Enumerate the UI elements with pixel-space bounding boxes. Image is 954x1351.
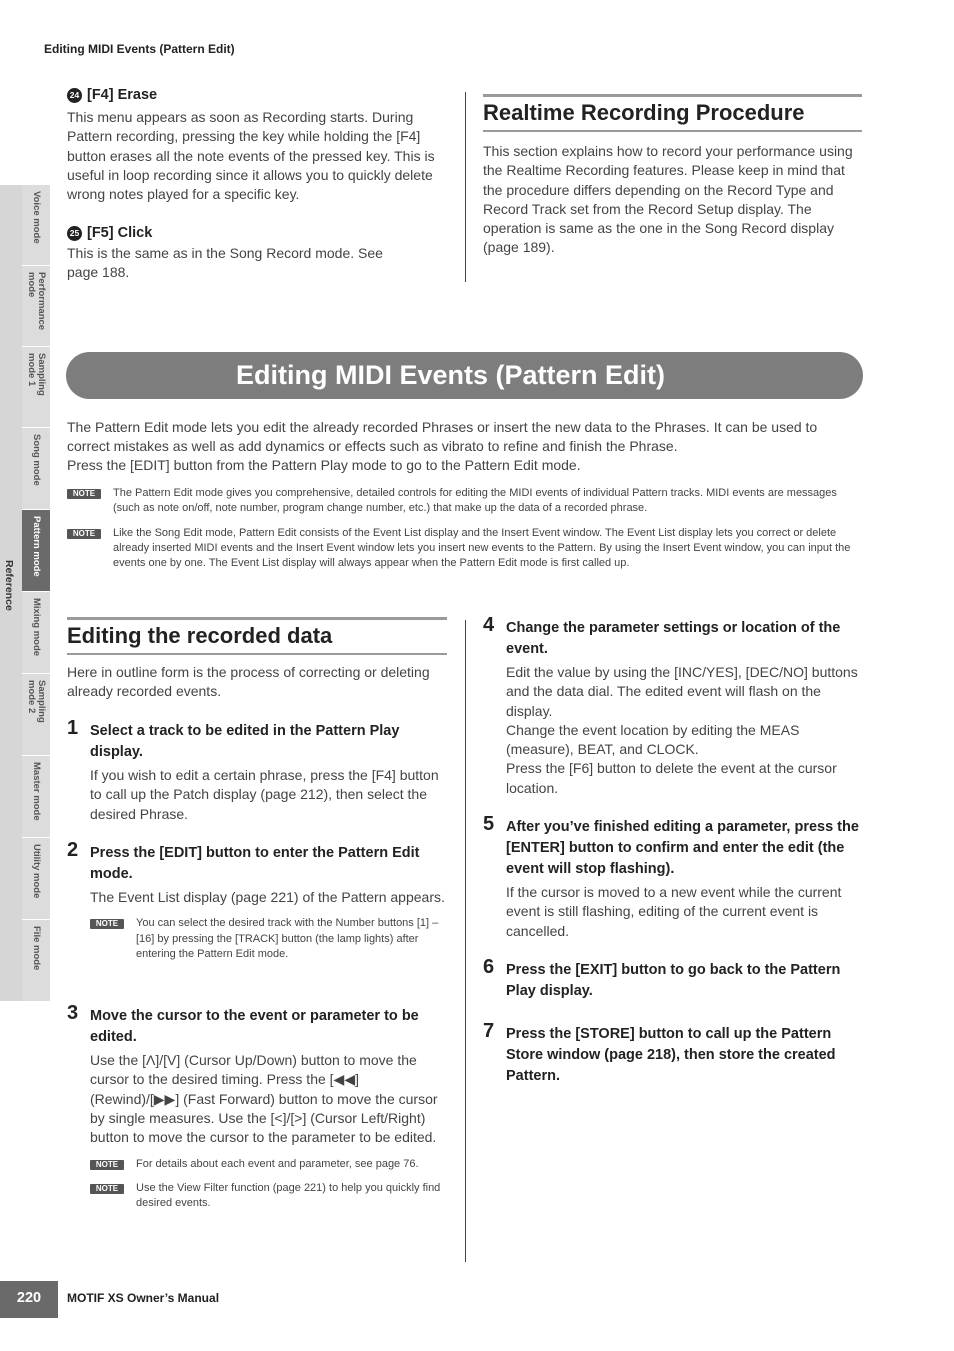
running-header: Editing MIDI Events (Pattern Edit)	[44, 42, 235, 56]
tab-mixing-mode[interactable]: Mixing mode	[22, 592, 50, 674]
step-2	[67, 839, 447, 962]
note-icon: NOTE	[90, 919, 124, 929]
step-number: 2	[67, 839, 79, 861]
tab-song-mode[interactable]: Song mode	[22, 428, 50, 510]
step-number: 3	[67, 1002, 79, 1024]
note-icon: NOTE	[90, 1160, 124, 1170]
realtime-body: This section explains how to record your performance using the Realtime Recording features. Please keep in mind that the procedure differs depending on the Record Type and Record Track set from the Record Setup display. The operation is same as the one in the Song Record display (page 189).	[483, 143, 853, 256]
f5-body: This is the same as in the Song Record mode. See page 188.	[67, 245, 383, 281]
circled-number-24: 24	[67, 88, 82, 103]
step-number: 4	[483, 614, 495, 636]
step-title: Press the [STORE] button to call up the Pattern Store window (page 218), then store the created Pattern.	[506, 1026, 836, 1084]
f4-heading: 24 [F4] Erase	[67, 87, 447, 103]
manual-title: MOTIF XS Owner’s Manual	[67, 1291, 220, 1305]
step-title: Press the [EDIT] button to enter the Pattern Edit mode.	[90, 845, 420, 882]
step-4	[483, 614, 861, 798]
step-number: 6	[483, 956, 495, 978]
tab-sampling-mode-1[interactable]: Sampling mode 1	[22, 347, 50, 428]
step-title: After you’ve finished editing a parameter, press the [ENTER] button to confirm and enter the edit (the event will stop flashing).	[506, 819, 859, 877]
step-1	[67, 717, 442, 824]
tab-file-mode[interactable]: File mode	[22, 920, 50, 1002]
tab-pattern-mode[interactable]: Pattern mode	[22, 510, 50, 592]
step-title: Press the [EXIT] button to go back to the Pattern Play display.	[506, 962, 841, 999]
step-number: 5	[483, 813, 495, 835]
f4-erase-section	[67, 87, 447, 204]
step-5	[483, 813, 861, 941]
step-title: Move the cursor to the event or parameter to be edited.	[90, 1008, 419, 1045]
f4-body: This menu appears as soon as Recording starts. During Pattern recording, pressing the key while holding the [F4] button erases all the note events of the pressed key. This is useful in loop recording since it allows you to quickly delete wrong notes played for a specific key.	[67, 109, 435, 203]
circled-number-25: 25	[67, 226, 82, 241]
intro-paragraph-2: Press the [EDIT] button from the Pattern Play mode to go to the Pattern Edit mode.	[67, 457, 581, 473]
intro-paragraph-1: The Pattern Edit mode lets you edit the already recorded Phrases or insert the new data to the Phrases. It can be used to correct mistakes as well as add dynamics or effects such as vibrato to refine and finish the Phrase.	[67, 419, 818, 455]
step-number: 7	[483, 1020, 495, 1042]
tab-master-mode[interactable]: Master mode	[22, 756, 50, 838]
f5-click-section	[67, 225, 407, 283]
tab-performance-mode[interactable]: Performance mode	[22, 266, 50, 347]
note-icon: NOTE	[67, 529, 101, 539]
step-body: If you wish to edit a certain phrase, press the [F4] button to call up the Patch display (page 212), then select the desired Phrase.	[90, 767, 439, 822]
chapter-banner: Editing MIDI Events (Pattern Edit)	[66, 352, 863, 399]
realtime-heading: Realtime Recording Procedure	[483, 94, 862, 132]
step-title: Change the parameter settings or location of the event.	[506, 620, 841, 657]
tab-voice-mode[interactable]: Voice mode	[22, 185, 50, 266]
editing-section	[67, 617, 447, 702]
reference-label: Reference	[3, 560, 15, 611]
step-2-note: NOTE You can select the desired track with the Number buttons [1] – [16] by pressing the [TRACK] button (the lamp lights) after entering the Pattern Edit mode.	[90, 916, 447, 962]
editing-heading: Editing the recorded data	[67, 617, 447, 655]
step-number: 1	[67, 717, 79, 739]
editing-intro: Here in outline form is the process of correcting or deleting already recorded events.	[67, 664, 430, 700]
tab-sampling-mode-2[interactable]: Sampling mode 2	[22, 674, 50, 756]
f5-heading: 25 [F5] Click	[67, 225, 407, 241]
note-icon: NOTE	[90, 1184, 124, 1194]
step-body: If the cursor is moved to a new event while the current event is still flashing, editing of the current event is cancelled.	[506, 884, 842, 939]
step-6	[483, 956, 853, 1002]
step-title: Select a track to be edited in the Pattern Play display.	[90, 723, 400, 760]
step-3-note-2: NOTE Use the View Filter function (page 221) to help you quickly find desired events.	[90, 1181, 447, 1211]
step-7	[483, 1020, 861, 1087]
column-divider-bottom	[465, 620, 466, 1262]
note-intro-1: NOTE The Pattern Edit mode gives you comprehensive, detailed controls for editing the MIDI events of individual Pattern tracks. MIDI events are messages (such as note on/off, note number, program change number, etc.) that make up the data of a recorded phrase.	[67, 486, 862, 516]
column-divider-top	[465, 92, 466, 282]
note-icon: NOTE	[67, 489, 101, 499]
step-body: Edit the value by using the [INC/YES], [DEC/NO] buttons and the data dial. The edited event will flash on the display. Change the event location by editing the MEAS (measure), BEAT, and CLOCK. Press the [F6] button to delete the event at the cursor location.	[506, 664, 858, 796]
realtime-section	[483, 94, 862, 258]
tab-utility-mode[interactable]: Utility mode	[22, 838, 50, 920]
step-3	[67, 1002, 447, 1211]
step-body: Use the [Λ]/[V] (Cursor Up/Down) button to move the cursor to the desired timing. Press the [◀◀] (Rewind)/[▶▶] (Fast Forward) button to move the cursor by single measures. Use the [<]/[>] (Cursor Left/Right) button to move the cursor to the parameter to be edited.	[90, 1052, 438, 1146]
step-3-note-1: NOTE For details about each event and parameter, see page 76.	[90, 1157, 447, 1172]
page-number: 220	[0, 1281, 58, 1318]
note-intro-2: NOTE Like the Song Edit mode, Pattern Edit consists of the Event List display and the Insert Event window. The Event List display lets you correct or delete already inserted MIDI events and the Insert Event window lets you insert new events to the Pattern. By using the Insert Event window, you can input the events one by one. The Event List display will always appear when the Pattern Edit mode is first called up.	[67, 526, 862, 572]
step-body: The Event List display (page 221) of the Pattern appears.	[90, 889, 445, 905]
